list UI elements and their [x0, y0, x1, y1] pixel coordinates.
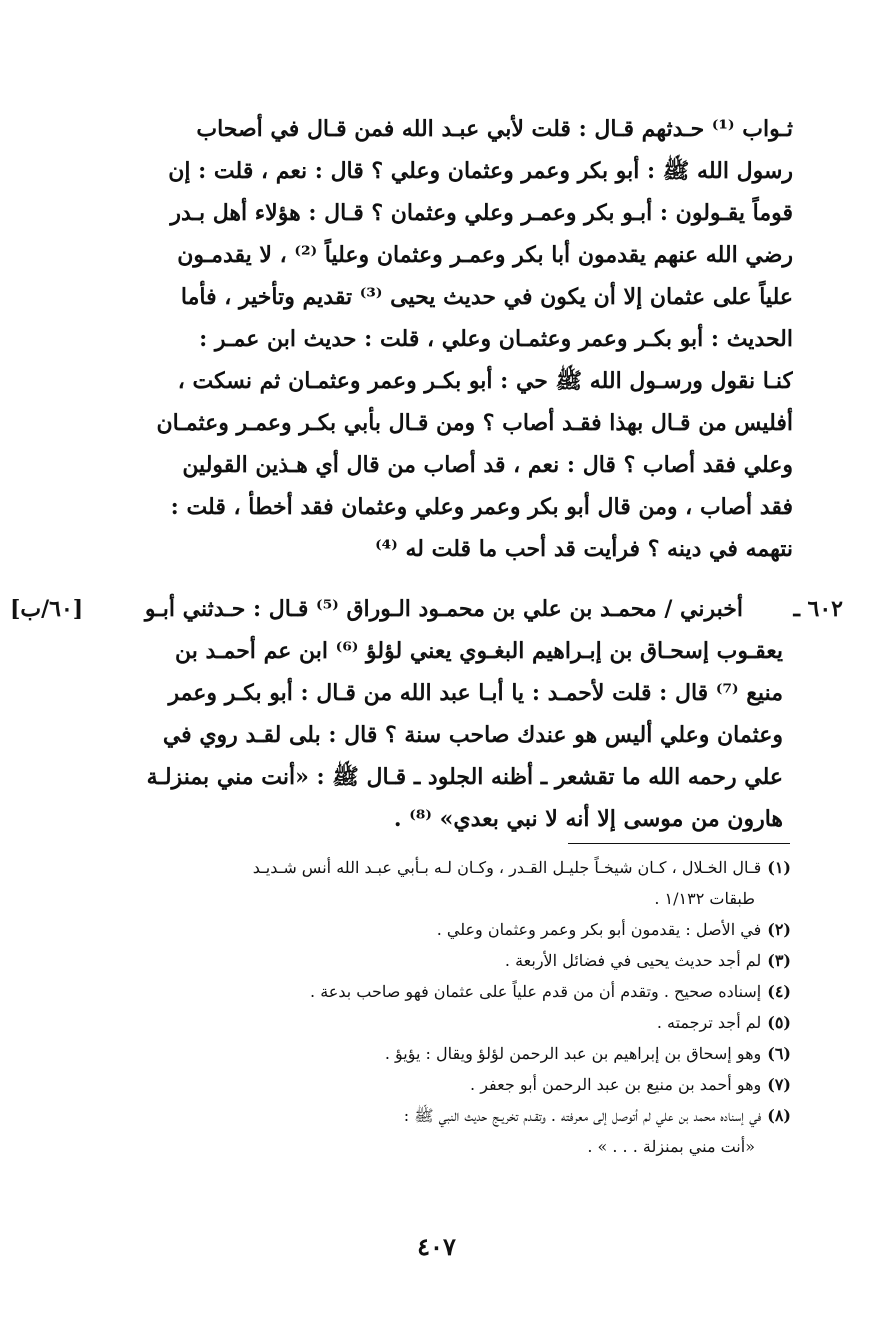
footnote-number: (٤) [767, 982, 791, 1001]
text-line: قوماً يقـولون : أبـو بكر وعمـر وعلي وعثمان ؟ قـال : هؤلاء أهل بـدر [170, 200, 793, 226]
hadith-text-block [93, 588, 783, 840]
footnote-text: في الأصل : يقدمون أبو بكر وعمر وعثمان وعلي . [436, 920, 762, 939]
footnote-item [91, 1007, 791, 1038]
footnote-number: (٦) [767, 1044, 791, 1063]
text-line: وعثمان وعلي أليس هو عندك صاحب سنة ؟ قال : بلى لقـد روي في [162, 722, 783, 748]
text-line: هارون من موسى إلا أنه لا نبي بعدي» ⁽⁸⁾ . [393, 806, 783, 832]
text-line: رسول الله ﷺ : أبو بكر وعمر وعثمان وعلي ؟ قال : نعم ، قلت : إن [168, 158, 793, 184]
footnote-item [91, 852, 791, 883]
footnote-text: قـال الخـلال ، كـان شيخـاً جليـل القـدر ، وكـان لـه بـأبي عبـد الله أنس شـديـد [252, 858, 762, 877]
footnote-number: (٣) [767, 951, 791, 970]
text-line: أفليس من قـال بهذا فقـد أصاب ؟ ومن قـال بأبي بكـر وعمـر وعثمـان [156, 410, 793, 436]
footnote-item [91, 1100, 791, 1131]
footnote-text: وهو أحمد بن منيع بن عبد الرحمن أبو جعفر . [470, 1075, 762, 1094]
footnote-number: (٥) [767, 1013, 791, 1032]
footnote-divider [568, 843, 790, 844]
footnote-number: (١) [767, 858, 791, 877]
text-line: كنـا نقول ورسـول الله ﷺ حي : أبو بكـر وعمر وعثمـان ثم نسكت ، [177, 368, 793, 394]
text-line: أخبرني / محمـد بن علي بن محمـود الـوراق ⁽⁵⁾ قـال : حـدثني أبـو [144, 596, 743, 622]
text-line: وعلي فقد أصاب ؟ قال : نعم ، قد أصاب من قال أي هـذين القولين [182, 452, 793, 478]
text-line: علياً على عثمان إلا أن يكون في حديث يحيى ⁽³⁾ تقديم وتأخير ، فأما [180, 284, 793, 310]
text-line: رضي الله عنهم يقدمون أبا بكر وعمـر وعثمان وعلياً ⁽²⁾ ، لا يقدمـون [177, 242, 793, 268]
footnote-item [91, 945, 791, 976]
footnote-number: (٧) [767, 1075, 791, 1094]
hadith-number: ٦٠٢ ـ [793, 596, 843, 622]
manuscript-folio-reference: [٦٠/ب] [10, 596, 84, 622]
text-line: الحديث : أبو بكـر وعمر وعثمـان وعلي ، قلت : حديث ابن عمـر : [199, 326, 793, 352]
footnote-item [91, 914, 791, 945]
footnote-number: (٨) [767, 1106, 791, 1125]
footnote-text: في إسناده محمد بن علي لم أتوصل إلى معرفته . وتقـدم تخريـج حديث النبي ﷺ : [403, 1106, 762, 1125]
text-line: منيع ⁽⁷⁾ قال : قلت لأحمـد : يا أبـا عبد الله من قـال : أبو بكـر وعمر [168, 680, 783, 706]
text-line: علي رحمه الله ما تقشعر ـ أظنه الجلود ـ قـال ﷺ : «أنت مني بمنزلـة [146, 764, 783, 790]
text-line: فقد أصاب ، ومن قال أبو بكر وعمر وعلي وعثمان فقد أخطأ ، قلت : [170, 494, 793, 520]
footnote-number: (٢) [767, 920, 791, 939]
footnote-continuation: «أنت مني بمنزلة . . . » . [587, 1137, 755, 1156]
text-line: نتهمه في دينه ؟ فرأيت قد أحب ما قلت له ⁽⁴⁾ [375, 536, 793, 562]
footnote-text: وهو إسحاق بن إبراهيم بن عبد الرحمن لؤلؤ ويقال : يؤيؤ . [384, 1044, 762, 1063]
text-line: يعقـوب إسحـاق بن إبـراهيم البغـوي يعني لؤلؤ ⁽⁶⁾ ابن عم أحمـد بن [174, 638, 783, 664]
footnote-text: إسناده صحيح . وتقدم أن من قدم علياً على عثمان فهو صاحب بدعة . [310, 982, 762, 1001]
footnote-text: لم أجد ترجمته . [656, 1013, 762, 1032]
footnote-item [91, 1069, 791, 1100]
text-line: ثـواب ⁽¹⁾ حـدثهم قـال : قلت لأبي عبـد الله فمن قـال في أصحاب [196, 116, 793, 142]
page-number: ٤٠٧ [417, 1232, 456, 1261]
footnotes-section [91, 852, 791, 1162]
footnote-item [91, 1038, 791, 1069]
footnote-continuation: طبقات ١/١٣٢ . [654, 889, 755, 908]
footnote-item [91, 976, 791, 1007]
main-text-block [153, 108, 793, 570]
footnote-text: لم أجد حديث يحيى في فضائل الأربعة . [504, 951, 762, 970]
